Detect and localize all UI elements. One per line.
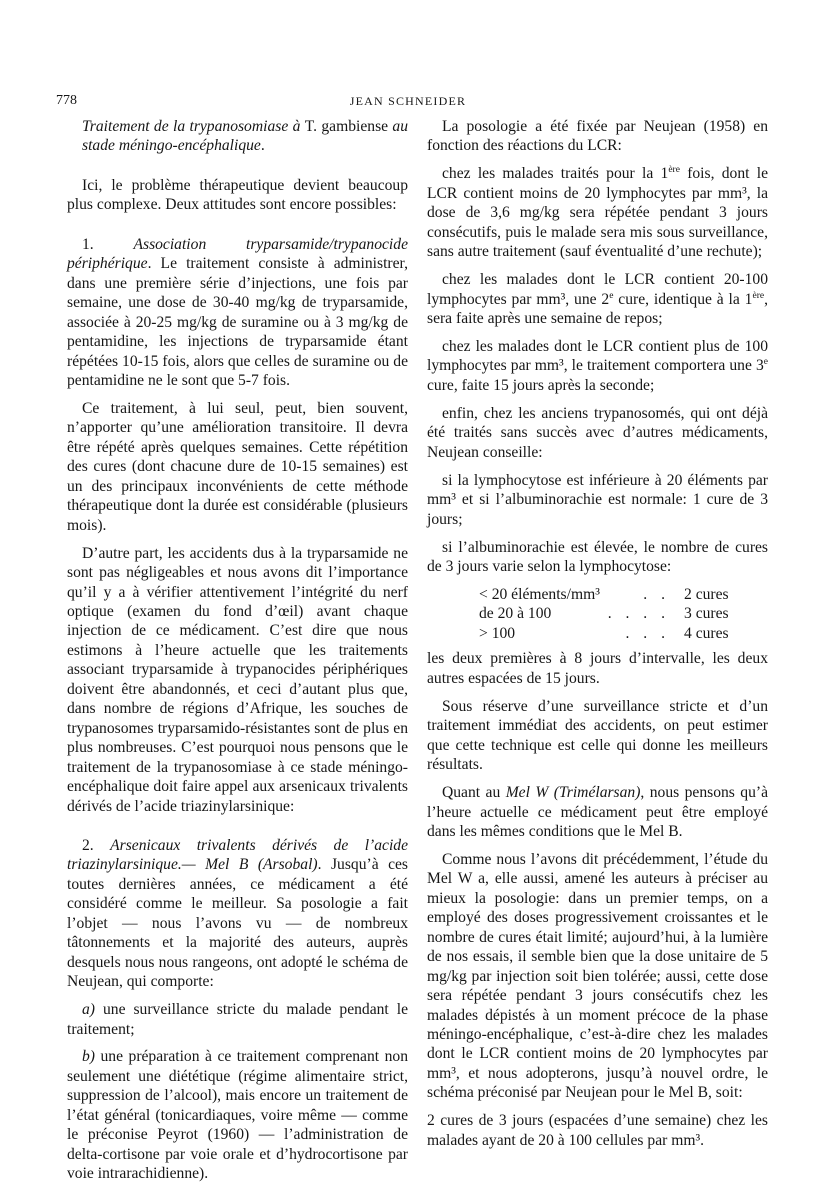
text: Comme nous l’avons dit précédemment, l’étude du Mel W a, elle aussi, amené les auteurs à préciser au mieux la posologie: dans un premier temps, on a employé des doses progressivement croissantes et le nombre de cures était limité; aujourd’hui, à la lumière de nos essais, il semble bien que la dose unitaire de 5 mg/kg par injection soit bien tolérée; aussi, cette dose sera répétée pendant 3 jours consécutifs chez les malades dépistés à un moment précoce de la phase méningo-encéphalique, c’est-à-dire chez les malades dont le LCR contient moins de 20 lymphocytes par mm³, et nous adopterons, jusqu’à nouvel ordre, le schéma préconisé par Neujean pour le Mel B, soit: (427, 850, 768, 1102)
superscript: ère (668, 165, 680, 176)
cures-table (479, 585, 729, 643)
text: cure, faite 15 jours après la seconde; (427, 376, 655, 394)
text: Sous réserve d’une surveillance stricte et d’un traitement immédiat des accidents, on peut estimer que cette technique est celle qui donne les meilleurs résultats. (427, 697, 768, 774)
text: une préparation à ce traitement comprenant non seulement une diététique (régime alimentaire strict, suppression de l’alcool), mais encore un traitement de l’état général (tonicardiaques, voire même — comme le préconise Peyrot (1960) — l’administration de delta-cortisone par voie orale et d’hydrocortisone par voie intrarachidienne). (67, 1048, 408, 1183)
cure-count: 4 cures (684, 624, 729, 642)
italic-text: Arsenicaux trivalents dérivés de l’acide triazinylarsinique.— Mel B (Arsobal) (67, 836, 408, 874)
cure-count: 3 cures (684, 605, 729, 623)
paragraph (427, 850, 768, 1103)
text: . (260, 137, 265, 155)
italic-text: Traitement de la trypanosomiase à (82, 118, 305, 135)
leader-dots: . . . (625, 624, 670, 642)
text: chez les malades traités pour la 1 (442, 165, 669, 183)
text: D’autre part, les accidents dus à la tryparsamide ne sont pas négligeables et nous avons dit l’importance qu’il y a à vérifier attentivement l’intégrité du nerf optique (examen du fond d’œil) avant chaque injection de ce médicament. C’est dire que nous estimons à l’heure actuelle que les traitements associant tryparsamide à trypanocides périphériques doivent être abandonnés, et ceci d’autant plus que, dans nombre de régions d’Afrique, les souches de trypanosomes tryparsamido-résistantes sont de plus en plus nombreuses. C’est pourquoi nous pensons que le traitement de la trypanosomiase à ce stade méningo-encéphalique doit faire appel aux arsenicaux trivalents dérivés de l’acide triazinylarsinique: (67, 544, 408, 815)
leader-dots: . . (643, 586, 670, 604)
running-head: JEAN SCHNEIDER (349, 94, 467, 108)
text: les deux premières à 8 jours d’intervalle, les deux autres espacées de 15 jours. (427, 650, 768, 687)
paragraph (427, 164, 768, 261)
italic-text: b) (82, 1048, 95, 1066)
paragraph (427, 270, 768, 328)
text: T. gambiense (304, 118, 393, 135)
superscript: e (609, 290, 614, 301)
lymphocyte-range: > 100 (479, 624, 516, 642)
paragraph (427, 697, 768, 775)
paragraph (67, 1000, 408, 1039)
paragraph (427, 783, 768, 841)
paragraph (67, 399, 408, 535)
paragraph (427, 117, 768, 156)
paragraph (427, 1111, 768, 1150)
left-column (67, 117, 408, 1192)
page-number: 778 (56, 93, 77, 108)
paragraph (67, 235, 408, 391)
lymphocyte-range: de 20 à 100 (479, 605, 552, 623)
text: 2. (82, 836, 111, 854)
text: . Le traitement consiste à administrer, dans une première série d’injections, une fois par semaine, une dose de 30-40 mg/kg de tryparsamide, associée à 20-25 mg/kg de suramine ou à 3 mg/kg de pentamidine, les injections de tryparsamide étant répétées 10-15 fois, alors que celles de suramine ou de pentamidine ne le sont que 5-7 fois. (67, 255, 408, 389)
italic-text: a) (82, 1001, 95, 1019)
paragraph (67, 544, 408, 816)
text: , nous pensons qu’à l’heure actuelle ce médicament peut être employé dans les mêmes conditions que le Mel B. (427, 784, 769, 840)
right-column (427, 117, 768, 1159)
right-paragraphs-top (427, 117, 768, 577)
italic-text: au stade méningo-encéphalique (82, 118, 409, 155)
paragraph (427, 649, 768, 688)
lymphocyte-range: < 20 éléments/mm³ (479, 586, 600, 604)
text: , sera faite après une semaine de repos; (427, 290, 768, 328)
text: une surveillance stricte du malade pendant le traitement; (67, 1001, 408, 1038)
table-row (479, 624, 729, 643)
paragraph (427, 471, 768, 529)
section-heading (67, 117, 408, 156)
superscript: e (763, 357, 768, 368)
text: si l’albuminorachie est élevée, le nombre de cures de 3 jours varie selon la lymphocytose: (427, 538, 768, 576)
table-row (479, 604, 729, 623)
cure-count: 2 cures (684, 586, 729, 604)
paragraph (427, 538, 768, 577)
paragraph (427, 337, 768, 395)
italic-text: Mel W (Trimélarsan) (505, 784, 641, 802)
leader-dots: . . . . (607, 605, 670, 623)
text: chez les malades dont le LCR contient plus de 100 lymphocytes par mm³, le traitement comportera une 3 (427, 338, 768, 375)
text: si la lymphocytose est inférieure à 20 éléments par mm³ et si l’albuminorachie est normale: 1 cure de 3 jours; (427, 471, 768, 528)
italic-text: Association tryparsamide/trypanocide périphérique (67, 235, 408, 273)
paragraph (67, 836, 408, 992)
text: 1. (82, 235, 134, 253)
paragraph (427, 404, 768, 462)
paragraph (67, 1047, 408, 1183)
text: Quant au (442, 784, 506, 802)
superscript: ère (752, 290, 765, 301)
text: Ici, le problème thérapeutique devient beaucoup plus complexe. Deux attitudes sont encore possibles: (67, 176, 408, 214)
right-paragraphs-bottom (427, 649, 768, 1150)
text: . Jusqu’à ces toutes dernières années, ce médicament a été considéré comme le meilleur. Sa posologie a fait l’objet — nous l’avons vu — de nombreux tâtonnements et la majorité des auteurs, auprès desquels nous nous rangeons, ont adopté le schéma de Neujean, qui comporte: (67, 856, 408, 991)
text: La posologie a été fixée par Neujean (1958) en fonction des réactions du LCR: (427, 118, 768, 155)
text: fois, dont le LCR contient moins de 20 lymphocytes par mm³, la dose de 3,6 mg/kg sera répétée pendant 3 jours consécutifs, puis le malade sera mis sous surveillance, sans autre traitement (sauf éventualité d’une rechute); (427, 165, 768, 261)
text: enfin, chez les anciens trypanosomés, qui ont déjà été traités sans succès avec d’autres médicaments, Neujean conseille: (427, 404, 768, 461)
text: 2 cures de 3 jours (espacées d’une semaine) chez les malades ayant de 20 à 100 cellules par mm³. (427, 1112, 768, 1149)
table-row (479, 585, 729, 604)
text: cure, identique à la 1 (613, 290, 753, 308)
paragraph (67, 176, 408, 215)
text: Ce traitement, à lui seul, peut, bien souvent, n’apporter qu’une amélioration transitoire. Il devra être répété après quelques semaines. Cette répétition des cures (dont chacune dure de 10-15 semaines) est un des principaux inconvénients de cette méthode thérapeutique dont la durée est considérable (plusieurs mois). (67, 399, 408, 534)
text: chez les malades dont le LCR contient 20-100 lymphocytes par mm³, une 2 (427, 271, 768, 308)
